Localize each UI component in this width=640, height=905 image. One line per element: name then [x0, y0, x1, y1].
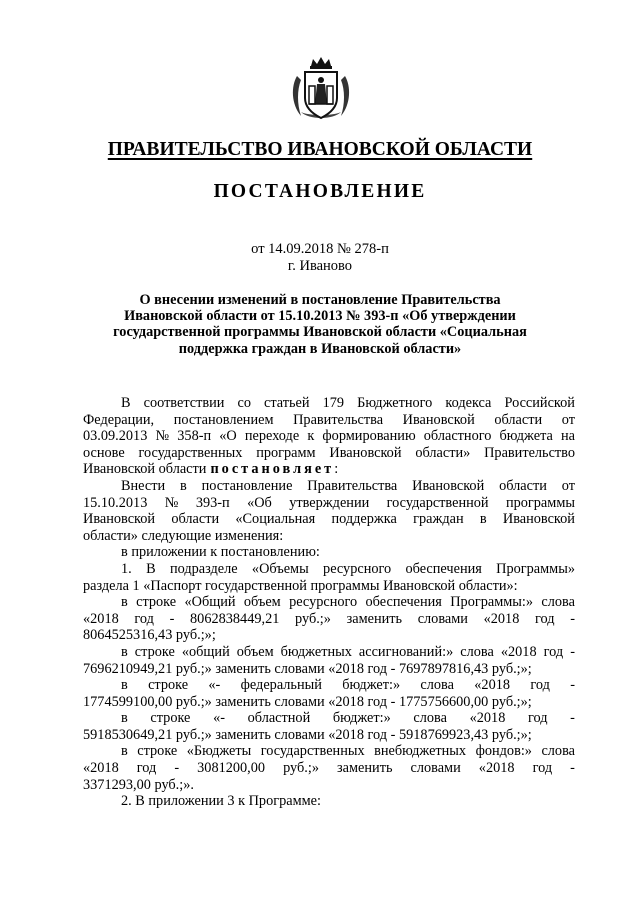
text-line: 3371293,00 руб.;». — [83, 776, 194, 793]
word: 393-п — [195, 494, 230, 511]
word: «2018 — [500, 643, 537, 660]
word: утверждении — [289, 494, 370, 511]
document-body — [83, 395, 575, 810]
text-line: 7696210949,21 руб.;» заменить словами «2018 год - 7697897816,43 руб.;»; — [83, 660, 532, 677]
word: заменить — [337, 760, 393, 777]
word: 358-п — [177, 428, 212, 445]
text-fragment: : — [334, 461, 339, 478]
word: Программы» — [496, 560, 575, 577]
word: ресурсного — [289, 594, 358, 611]
word: «2018 — [474, 677, 511, 694]
word: 03.09.2013 — [83, 428, 148, 445]
word: - — [570, 677, 575, 694]
word: граждан — [413, 511, 464, 528]
word: государственных — [138, 444, 243, 461]
heading-line: государственной программы Ивановской области «Социальная — [113, 324, 527, 341]
word: кодекса — [445, 395, 492, 411]
word: области — [171, 511, 220, 528]
word: объем — [236, 643, 274, 660]
word: бюджет:» — [332, 710, 391, 727]
government-title: ПРАВИТЕЛЬСТВО ИВАНОВСКОЙ ОБЛАСТИ — [107, 139, 533, 160]
text-line: 8064525316,43 руб.;»; — [83, 627, 216, 644]
word: строке — [134, 643, 175, 660]
word: слова — [460, 643, 494, 660]
word: ассигнований:» — [358, 643, 454, 660]
text-line — [83, 677, 575, 694]
word: год — [543, 643, 564, 660]
word: «Общий — [184, 594, 236, 611]
text-line — [83, 412, 575, 429]
word: «2018 — [469, 710, 506, 727]
word: год — [134, 610, 154, 627]
word: областного — [423, 428, 492, 445]
word: федеральный — [240, 677, 322, 694]
word: «Бюджеты — [186, 743, 252, 760]
text-line — [83, 743, 575, 760]
text-line: раздела 1 «Паспорт государственной программы Ивановской области»: — [83, 577, 518, 594]
word: - — [570, 643, 575, 660]
word: в — [121, 743, 128, 760]
word: соответствии — [143, 395, 225, 411]
word: - — [570, 610, 575, 627]
document-date-number: от 14.09.2018 № 278-п — [251, 241, 389, 257]
word: внебюджетных — [374, 743, 467, 760]
word: - — [570, 710, 575, 727]
text-line — [83, 710, 575, 727]
word: в — [121, 710, 128, 727]
word: со — [237, 395, 251, 411]
word: фондов:» — [475, 743, 532, 760]
word: к — [307, 428, 315, 445]
word: В — [121, 395, 131, 411]
word: строке — [148, 677, 189, 694]
word: «Социальная — [235, 511, 316, 528]
word: слова — [541, 743, 575, 760]
word: руб.;» — [295, 610, 331, 627]
word: заменить — [346, 610, 403, 627]
word: в — [479, 511, 487, 528]
text-line — [83, 428, 575, 445]
word: основе — [83, 444, 125, 461]
word: № — [155, 428, 170, 445]
word: Правительства — [307, 477, 398, 494]
word: «2018 — [483, 610, 520, 627]
text-line: 2. В приложении 3 к Программе: — [121, 793, 321, 810]
word: Правительства — [293, 411, 384, 428]
word: «- — [213, 710, 225, 727]
word: - — [174, 760, 180, 777]
word: «- — [208, 677, 221, 694]
word: Ивановской — [412, 477, 485, 494]
word: Ивановской — [329, 444, 402, 461]
word: - — [570, 760, 575, 777]
word: бюджет:» — [342, 677, 401, 694]
word: Федерации, — [83, 411, 155, 428]
word: строке — [136, 594, 177, 611]
word: в — [121, 594, 128, 611]
word: обеспечения — [365, 594, 442, 611]
word: 15.10.2013 — [83, 494, 148, 511]
word: в — [180, 477, 187, 494]
word: программ — [256, 444, 316, 461]
word: Правительство — [484, 444, 575, 461]
document-heading — [92, 292, 548, 357]
word: - — [169, 610, 175, 627]
text-line — [83, 644, 575, 661]
word: словами — [417, 610, 468, 627]
word: Ивановской — [83, 511, 156, 528]
word: на — [560, 428, 575, 445]
word: постановление — [201, 477, 293, 494]
text-line: в приложении к постановлению: — [121, 544, 320, 561]
word: в — [121, 677, 128, 694]
text-line — [83, 760, 575, 777]
text-line — [83, 461, 575, 478]
word: бюджетных — [280, 643, 352, 660]
heading-line: Ивановской области от 15.10.2013 № 393-п «Об утверждении — [124, 308, 516, 325]
word: объем — [243, 594, 281, 611]
word: формированию — [322, 428, 416, 445]
heading-line: поддержка граждан в Ивановской области» — [178, 340, 462, 357]
text-line — [83, 561, 575, 578]
word: год — [532, 760, 553, 777]
word: области — [494, 411, 543, 428]
heading-line: О внесении изменений в постановление Правительства — [139, 292, 501, 308]
word: 179 — [322, 395, 345, 411]
word: государственной — [386, 494, 489, 511]
word: «2018 — [478, 760, 515, 777]
word: слова — [541, 594, 575, 611]
document-type: ПОСТАНОВЛЕНИЕ — [213, 181, 427, 202]
word: слова — [413, 710, 447, 727]
word: Ивановской — [502, 511, 575, 528]
word: государственных — [260, 743, 365, 760]
word: переходе — [244, 428, 300, 445]
text-fragment: Ивановской области — [83, 461, 207, 478]
word: области» — [415, 444, 471, 461]
word: областной — [247, 710, 311, 727]
word: поддержка — [331, 511, 397, 528]
word: «общий — [181, 643, 230, 660]
word: подразделе — [169, 560, 238, 577]
word: Бюджетного — [357, 395, 433, 411]
word: Российской — [504, 395, 575, 411]
coat-of-arms-icon — [289, 56, 353, 122]
word: постановлением — [173, 411, 274, 428]
word: 1. — [121, 560, 132, 577]
text-line: 5918530649,21 руб.;» заменить словами «2018 год - 5918769923,43 руб.;»; — [83, 726, 532, 743]
word: статьей — [264, 395, 310, 411]
text-line — [83, 511, 575, 528]
word: бюджета — [499, 428, 553, 445]
word: Внести — [121, 477, 166, 494]
word: 3081200,00 — [197, 760, 266, 777]
text-line — [83, 478, 575, 495]
word: строке — [137, 743, 178, 760]
word: от — [561, 411, 575, 428]
word: «Объемы — [251, 560, 309, 577]
word: Программы:» — [450, 594, 534, 611]
text-line: области» следующие изменения: — [83, 527, 284, 544]
word: области — [499, 477, 547, 494]
word: В — [146, 560, 156, 577]
word: слова — [420, 677, 454, 694]
text-line — [83, 395, 575, 412]
decree-verb: постановляет — [210, 461, 335, 478]
word: в — [121, 643, 128, 660]
text-line — [83, 611, 575, 628]
word: Ивановской — [402, 411, 475, 428]
word: ресурсного — [323, 560, 392, 577]
word: словами — [410, 760, 461, 777]
word: год — [535, 610, 555, 627]
word: 8062838449,21 — [190, 610, 280, 627]
word: год — [136, 760, 157, 777]
word: год — [528, 710, 548, 727]
word: № — [164, 494, 179, 511]
word: строке — [150, 710, 191, 727]
text-line — [83, 594, 575, 611]
text-line: 1774599100,00 руб.;» заменить словами «2018 год - 1775756600,00 руб.;»; — [83, 693, 532, 710]
text-line — [83, 495, 575, 512]
document-city: г. Иваново — [287, 258, 353, 274]
word: обеспечения — [405, 560, 482, 577]
word: от — [561, 477, 575, 494]
word: программы — [505, 494, 575, 511]
word: «Об — [247, 494, 272, 511]
word: «2018 — [83, 610, 119, 627]
word: «О — [219, 428, 237, 445]
word: руб.;» — [283, 760, 319, 777]
text-line — [83, 445, 575, 462]
word: год — [530, 677, 550, 694]
word: «2018 — [83, 760, 119, 777]
